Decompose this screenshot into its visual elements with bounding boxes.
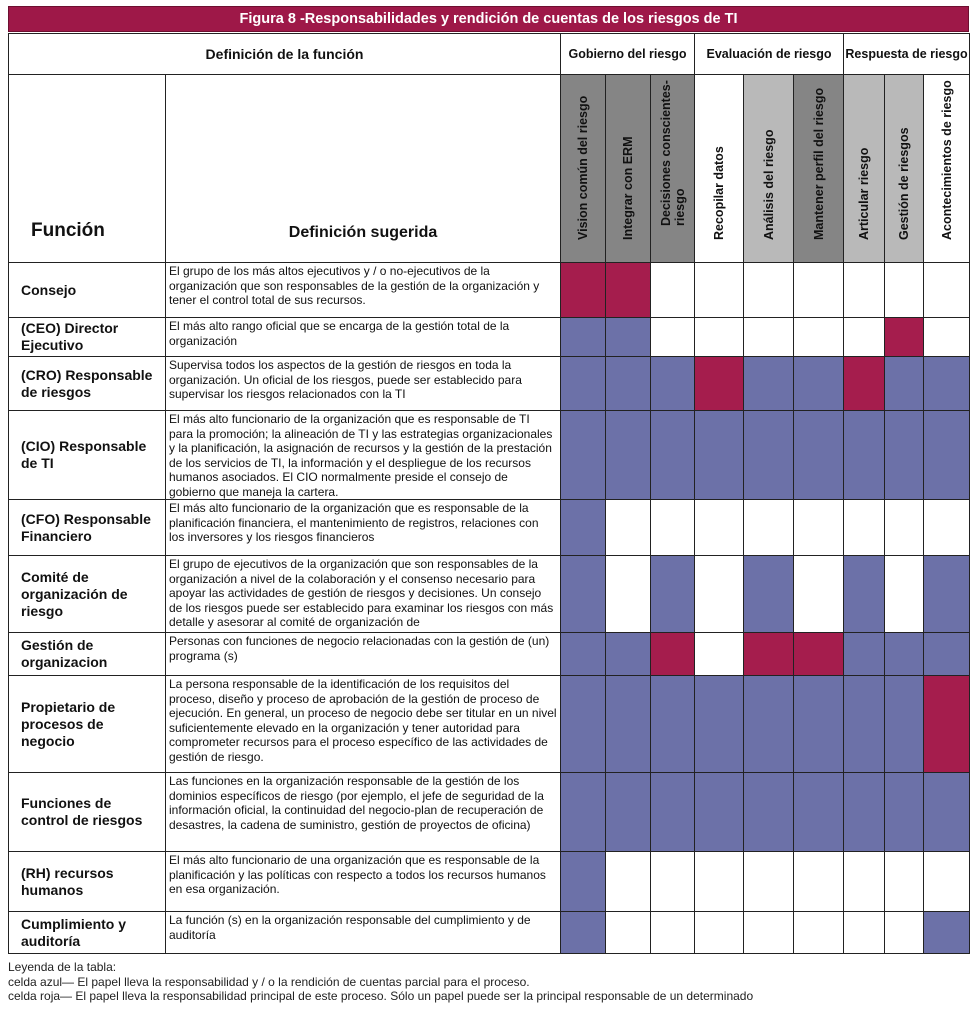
column-header-row xyxy=(9,75,970,263)
partial-responsibility-cell xyxy=(844,676,885,773)
table-row xyxy=(9,912,970,954)
table-row xyxy=(9,676,970,773)
empty-cell xyxy=(924,318,970,357)
primary-responsibility-cell xyxy=(844,357,885,411)
partial-responsibility-cell xyxy=(844,556,885,633)
partial-responsibility-cell xyxy=(885,676,924,773)
column-header-2 xyxy=(651,75,695,263)
empty-cell xyxy=(924,500,970,556)
group-header-response: Respuesta de riesgo xyxy=(844,34,970,75)
primary-responsibility-cell xyxy=(651,633,695,676)
column-header-label: Vision común del riesgo xyxy=(576,95,590,240)
partial-responsibility-cell xyxy=(924,773,970,852)
role-name: Funciones de control de riesgos xyxy=(9,773,166,852)
partial-responsibility-cell xyxy=(651,676,695,773)
empty-cell xyxy=(844,263,885,318)
responsibility-table xyxy=(8,33,970,954)
column-header-5 xyxy=(794,75,844,263)
partial-responsibility-cell xyxy=(794,676,844,773)
partial-responsibility-cell xyxy=(695,676,744,773)
primary-responsibility-cell xyxy=(744,633,794,676)
partial-responsibility-cell xyxy=(924,633,970,676)
table-row xyxy=(9,556,970,633)
partial-responsibility-cell xyxy=(744,556,794,633)
role-definition: El más alto funcionario de la organización que es responsable de TI para la promoción; la alineación de TI y las estrategias organizacionales y la planificación, la asignación de recursos y la gestión de la prestación de los servicios de TI, la información y el despliegue de los recursos humanos asociados. El CIO normalmente preside el consejo de gobierno que maneja la cartera. xyxy=(166,411,561,500)
empty-cell xyxy=(924,263,970,318)
partial-responsibility-cell xyxy=(606,676,651,773)
partial-responsibility-cell xyxy=(885,773,924,852)
figure-title: Figura 8 -Responsabilidades y rendición de cuentas de los riesgos de TI xyxy=(8,6,969,32)
empty-cell xyxy=(844,500,885,556)
empty-cell xyxy=(606,556,651,633)
empty-cell xyxy=(695,912,744,954)
column-header-label: Recopilar datos xyxy=(712,146,727,240)
role-name: Gestión de organizacion xyxy=(9,633,166,676)
partial-responsibility-cell xyxy=(744,357,794,411)
partial-responsibility-cell xyxy=(794,411,844,500)
partial-responsibility-cell xyxy=(924,411,970,500)
table-row xyxy=(9,411,970,500)
partial-responsibility-cell xyxy=(606,773,651,852)
empty-cell xyxy=(695,852,744,912)
role-name: (CEO) Director Ejecutivo xyxy=(9,318,166,357)
empty-cell xyxy=(695,318,744,357)
empty-cell xyxy=(606,852,651,912)
empty-cell xyxy=(844,912,885,954)
partial-responsibility-cell xyxy=(651,357,695,411)
partial-responsibility-cell xyxy=(695,773,744,852)
empty-cell xyxy=(844,852,885,912)
empty-cell xyxy=(885,556,924,633)
role-definition: Personas con funciones de negocio relacionadas con la gestión de (un) programa (s) xyxy=(166,633,561,676)
empty-cell xyxy=(651,318,695,357)
partial-responsibility-cell xyxy=(561,357,606,411)
partial-responsibility-cell xyxy=(606,633,651,676)
column-header-7 xyxy=(885,75,924,263)
partial-responsibility-cell xyxy=(924,357,970,411)
empty-cell xyxy=(651,500,695,556)
legend-item-blue: celda azul— El papel lleva la responsabilidad y / o la rendición de cuentas parcial para el proceso. xyxy=(8,974,530,989)
empty-cell xyxy=(885,263,924,318)
column-header-6 xyxy=(844,75,885,263)
partial-responsibility-cell xyxy=(744,773,794,852)
column-header-label: Articular riesgo xyxy=(857,147,872,240)
partial-responsibility-cell xyxy=(561,318,606,357)
empty-cell xyxy=(695,263,744,318)
empty-cell xyxy=(606,500,651,556)
role-name: Consejo xyxy=(9,263,166,318)
column-header-label: Mantener perfil del riesgo xyxy=(811,87,826,240)
partial-responsibility-cell xyxy=(794,773,844,852)
role-definition: La función (s) en la organización responsable del cumplimiento y de auditoría xyxy=(166,912,561,954)
empty-cell xyxy=(794,500,844,556)
empty-cell xyxy=(794,912,844,954)
empty-cell xyxy=(606,912,651,954)
empty-cell xyxy=(744,263,794,318)
partial-responsibility-cell xyxy=(561,676,606,773)
partial-responsibility-cell xyxy=(844,633,885,676)
role-definition: El grupo de los más altos ejecutivos y / o no-ejecutivos de la organización que son responsables de la gestión de la organización y tener el control total de sus recursos. xyxy=(166,263,561,318)
table-row xyxy=(9,357,970,411)
partial-responsibility-cell xyxy=(744,676,794,773)
role-definition: El más alto funcionario de la organización que es responsable de la planificación financiera, el mantenimiento de registros, relaciones con los inversores y los riesgos financieros xyxy=(166,500,561,556)
table-body xyxy=(9,263,970,954)
partial-responsibility-cell xyxy=(924,556,970,633)
partial-responsibility-cell xyxy=(606,318,651,357)
primary-responsibility-cell xyxy=(561,263,606,318)
role-name: (RH) recursos humanos xyxy=(9,852,166,912)
empty-cell xyxy=(651,852,695,912)
partial-responsibility-cell xyxy=(651,773,695,852)
empty-cell xyxy=(794,852,844,912)
group-header-row xyxy=(9,34,970,75)
empty-cell xyxy=(885,912,924,954)
partial-responsibility-cell xyxy=(794,357,844,411)
role-definition: La persona responsable de la identificación de los requisitos del proceso, diseño y proceso de aprobación de la gestión de proceso de ejecución. En general, un proceso de negocio debe ser titular en un nivel suficientemente elevado en la organización y tener autoridad para comprometer recursos para el proceso específico de las actividades de gestión de riesgo. xyxy=(166,676,561,773)
empty-cell xyxy=(794,318,844,357)
partial-responsibility-cell xyxy=(744,411,794,500)
partial-responsibility-cell xyxy=(651,411,695,500)
role-definition: El grupo de ejecutivos de la organización que son responsables de la organización a nivel de la colaboración y el consenso necesario para apoyar las actividades de gestión de riesgos y decisiones. Un consejo de los riesgos puede ser establecido para examinar los riesgos con más detalle y asesorar al comité de organización de xyxy=(166,556,561,633)
column-header-label: Acontecimientos de riesgo xyxy=(939,80,954,240)
group-header-governance: Gobierno del riesgo xyxy=(561,34,695,75)
partial-responsibility-cell xyxy=(651,556,695,633)
primary-responsibility-cell xyxy=(606,263,651,318)
table-row xyxy=(9,633,970,676)
column-header-1 xyxy=(606,75,651,263)
partial-responsibility-cell xyxy=(561,411,606,500)
column-header-label: Integrar con ERM xyxy=(621,136,635,240)
empty-cell xyxy=(744,500,794,556)
role-name: (CFO) Responsable Financiero xyxy=(9,500,166,556)
role-name: Cumplimiento y auditoría xyxy=(9,912,166,954)
empty-cell xyxy=(695,556,744,633)
role-definition: Supervisa todos los aspectos de la gestión de riesgos en toda la organización. Un oficial de los riesgos, puede ser establecido para supervisar los riesgos relacionados con la TI xyxy=(166,357,561,411)
empty-cell xyxy=(844,318,885,357)
role-name: (CRO) Responsable de riesgos xyxy=(9,357,166,411)
partial-responsibility-cell xyxy=(695,411,744,500)
group-header-evaluation: Evaluación de riesgo xyxy=(695,34,844,75)
primary-responsibility-cell xyxy=(695,357,744,411)
partial-responsibility-cell xyxy=(561,773,606,852)
definition-group-header: Definición de la función xyxy=(9,34,561,75)
role-definition: Las funciones en la organización responsable de la gestión de los dominios específicos de riesgo (por ejemplo, el jefe de seguridad de la información oficial, la continuidad del negocio-plan de recuperación de desastres, la cadena de suministro, gestión de proyectos de oficina) xyxy=(166,773,561,852)
column-header-3 xyxy=(695,75,744,263)
empty-cell xyxy=(695,500,744,556)
empty-cell xyxy=(744,912,794,954)
partial-responsibility-cell xyxy=(885,357,924,411)
table-legend xyxy=(8,960,968,1004)
column-header-8 xyxy=(924,75,970,263)
partial-responsibility-cell xyxy=(885,633,924,676)
partial-responsibility-cell xyxy=(924,912,970,954)
empty-cell xyxy=(924,852,970,912)
empty-cell xyxy=(794,263,844,318)
role-name: Propietario de procesos de negocio xyxy=(9,676,166,773)
partial-responsibility-cell xyxy=(561,556,606,633)
column-header-0 xyxy=(561,75,606,263)
empty-cell xyxy=(744,852,794,912)
partial-responsibility-cell xyxy=(844,411,885,500)
table-row xyxy=(9,263,970,318)
partial-responsibility-cell xyxy=(885,411,924,500)
column-header-label: Decisiones conscientes-riesgo xyxy=(658,80,687,226)
partial-responsibility-cell xyxy=(561,912,606,954)
empty-cell xyxy=(885,852,924,912)
primary-responsibility-cell xyxy=(794,633,844,676)
table-row xyxy=(9,318,970,357)
empty-cell xyxy=(744,318,794,357)
role-name: Comité de organización de riesgo xyxy=(9,556,166,633)
legend-item-red: celda roja— El papel lleva la responsabilidad principal de este proceso. Sólo un papel puede ser la principal responsable de un determinado xyxy=(8,989,754,1003)
column-header-label: Análisis del riesgo xyxy=(761,129,776,240)
column-header-4 xyxy=(744,75,794,263)
empty-cell xyxy=(794,556,844,633)
empty-cell xyxy=(651,912,695,954)
role-definition: El más alto funcionario de una organización que es responsable de la planificación y las políticas con respecto a todos los recursos humanos en esa organización. xyxy=(166,852,561,912)
role-definition: El más alto rango oficial que se encarga de la gestión total de la organización xyxy=(166,318,561,357)
suggested-definition-header: Definición sugerida xyxy=(166,75,561,263)
partial-responsibility-cell xyxy=(561,852,606,912)
table-row xyxy=(9,500,970,556)
primary-responsibility-cell xyxy=(885,318,924,357)
partial-responsibility-cell xyxy=(844,773,885,852)
column-header-label: Gestión de riesgos xyxy=(897,127,912,240)
empty-cell xyxy=(885,500,924,556)
partial-responsibility-cell xyxy=(561,500,606,556)
empty-cell xyxy=(695,633,744,676)
function-column-header: Función xyxy=(9,75,166,263)
legend-title: Leyenda de la tabla: xyxy=(8,960,117,974)
role-name: (CIO) Responsable de TI xyxy=(9,411,166,500)
partial-responsibility-cell xyxy=(561,633,606,676)
partial-responsibility-cell xyxy=(606,357,651,411)
empty-cell xyxy=(651,263,695,318)
table-row xyxy=(9,852,970,912)
table-row xyxy=(9,773,970,852)
partial-responsibility-cell xyxy=(606,411,651,500)
primary-responsibility-cell xyxy=(924,676,970,773)
